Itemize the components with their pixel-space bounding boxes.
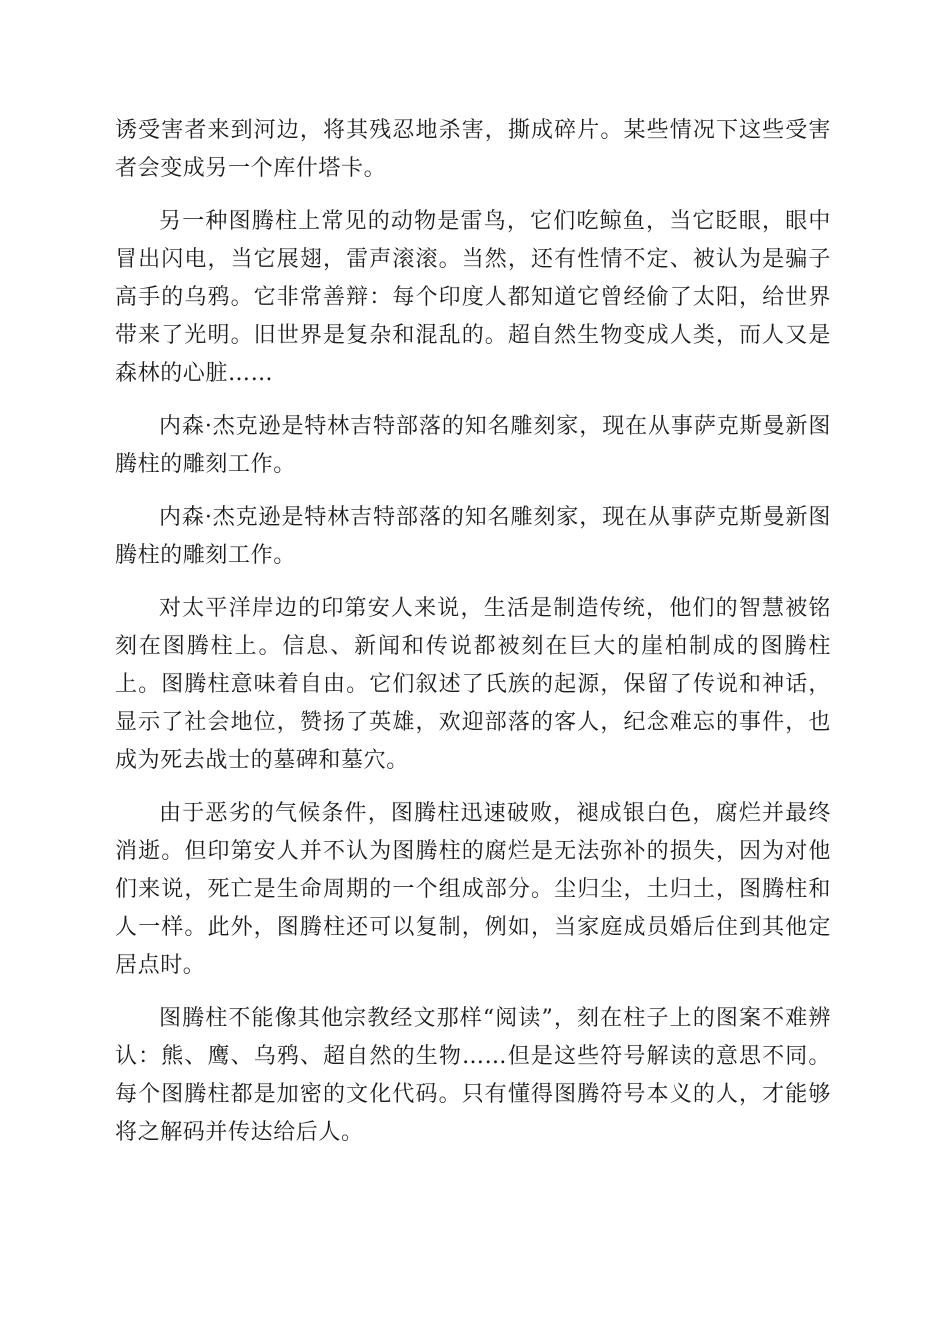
body-text	[115, 112, 831, 1167]
paragraph-7: 图腾柱不能像其他宗教经文那样“阅读”，刻在柱子上的图案不难辨认：熊、鹰、乌鸦、超自然的生物……但是这些符号解读的意思不同。每个图腾柱都是加密的文化代码。只有懂得图腾符号本义的人，才能够将之解码并传达给后人。	[115, 1006, 831, 1145]
paragraph-5: 对太平洋岸边的印第安人来说，生活是制造传统，他们的智慧被铭刻在图腾柱上。信息、新闻和传说都被刻在巨大的崖柏制成的图腾柱上。图腾柱意味着自由。它们叙述了氏族的起源，保留了传说和神话，显示了社会地位，赞扬了英雄，欢迎部落的客人，纪念难忘的事件，也成为死去战士的墓碑和墓穴。	[115, 596, 831, 773]
paragraph-1: 诱受害者来到河边，将其残忍地杀害，撕成碎片。某些情况下这些受害者会变成另一个库什塔卡。	[115, 118, 831, 181]
paragraph-4: 内森·杰克逊是特林吉特部落的知名雕刻家，现在从事萨克斯曼新图腾柱的雕刻工作。	[115, 505, 831, 568]
paragraph-3: 内森·杰克逊是特林吉特部落的知名雕刻家，现在从事萨克斯曼新图腾柱的雕刻工作。	[115, 414, 831, 477]
paragraph-6: 由于恶劣的气候条件，图腾柱迅速破败，褪成银白色，腐烂并最终消逝。但印第安人并不认为图腾柱的腐烂是无法弥补的损失，因为对他们来说，死亡是生命周期的一个组成部分。尘归尘，土归土，图腾柱和人一样。此外，图腾柱还可以复制，例如，当家庭成员婚后住到其他定居点时。	[115, 801, 831, 978]
paragraph-2: 另一种图腾柱上常见的动物是雷鸟，它们吃鲸鱼，当它眨眼，眼中冒出闪电，当它展翅，雷声滚滚。当然，还有性情不定、被认为是骗子高手的乌鸦。它非常善辩：每个印度人都知道它曾经偷了太阳，给世界带来了光明。旧世界是复杂和混乱的。超自然生物变成人类，而人又是森林的心脏……	[115, 209, 831, 386]
